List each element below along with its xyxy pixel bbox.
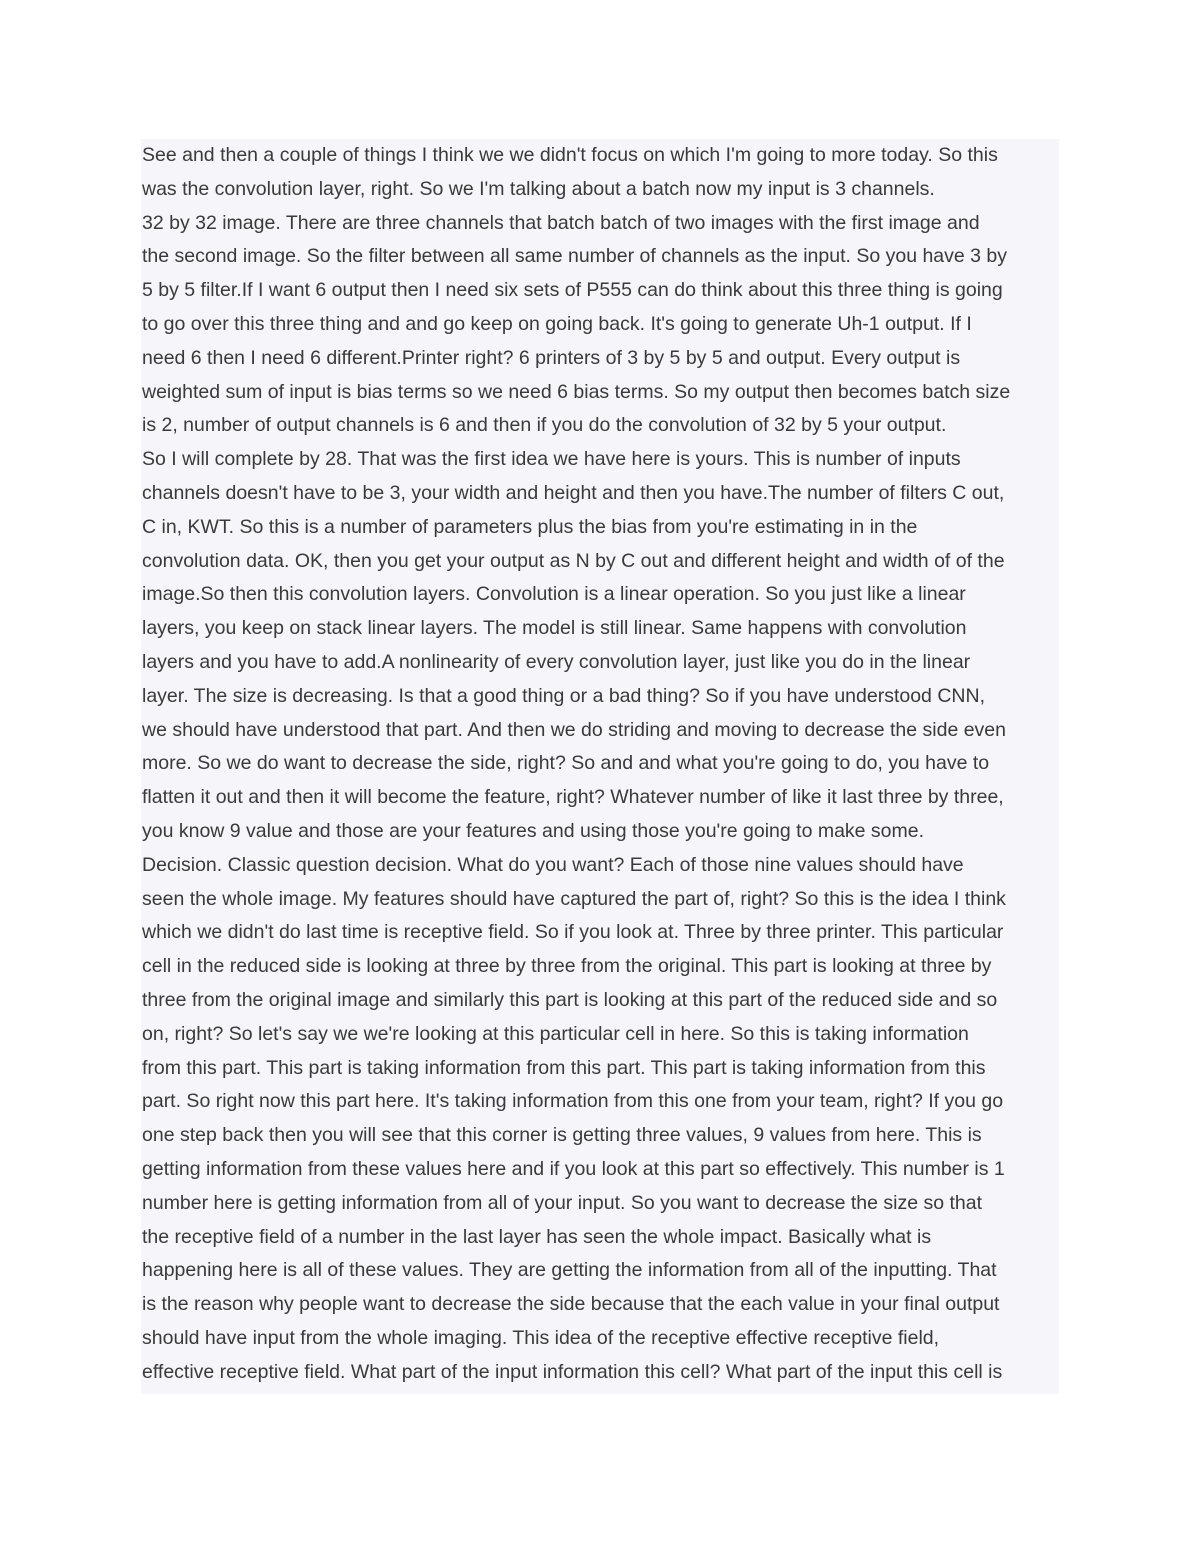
text-line: to go over this three thing and and go keep on going back. It's going to generate Uh-1 output. If I bbox=[142, 312, 972, 335]
text-line: need 6 then I need 6 different.Printer right? 6 printers of 3 by 5 by 5 and output. Every output is bbox=[142, 346, 961, 369]
transcript-text-block bbox=[141, 139, 1059, 1394]
text-line: flatten it out and then it will become the feature, right? Whatever number of like it last three by three, bbox=[142, 786, 1004, 809]
text-line: from this part. This part is taking information from this part. This part is taking information from this bbox=[142, 1056, 986, 1079]
text-line: you know 9 value and those are your features and using those you're going to make some. bbox=[142, 819, 925, 842]
text-line: more. So we do want to decrease the side, right? So and and what you're going to do, you have to bbox=[142, 752, 990, 775]
text-line: number here is getting information from all of your input. So you want to decrease the size so that bbox=[142, 1191, 983, 1214]
text-line: should have input from the whole imaging. This idea of the receptive effective receptive field, bbox=[142, 1326, 940, 1349]
text-line: convolution data. OK, then you get your output as N by C out and different height and width of of the bbox=[142, 549, 1005, 572]
text-line: one step back then you will see that this corner is getting three values, 9 values from here. This is bbox=[142, 1124, 982, 1147]
text-line: image.So then this convolution layers. Convolution is a linear operation. So you just like a linear bbox=[142, 583, 966, 606]
text-line: cell in the reduced side is looking at three by three from the original. This part is looking at three by bbox=[142, 955, 992, 978]
text-line: weighted sum of input is bias terms so we need 6 bias terms. So my output then becomes batch size bbox=[142, 380, 1011, 403]
text-line: was the convolution layer, right. So we I'm talking about a batch now my input is 3 channels. bbox=[142, 177, 935, 200]
text-line: on, right? So let's say we we're looking at this particular cell in here. So this is taking information bbox=[142, 1022, 969, 1045]
text-line: part. So right now this part here. It's taking information from this one from your team, right? If you go bbox=[142, 1090, 1004, 1113]
text-line: layers, you keep on stack linear layers. The model is still linear. Same happens with convolution bbox=[142, 617, 967, 640]
text-line: we should have understood that part. And then we do striding and moving to decrease the side even bbox=[142, 718, 1006, 741]
text-line: See and then a couple of things I think we we didn't focus on which I'm going to more today. So this bbox=[142, 144, 998, 166]
text-line: C in, KWT. So this is a number of parameters plus the bias from you're estimating in in the bbox=[142, 515, 918, 538]
text-line: the second image. So the filter between all same number of channels as the input. So you have 3 by bbox=[142, 245, 1008, 268]
transcript-lines bbox=[141, 139, 1010, 1389]
text-line: happening here is all of these values. They are getting the information from all of the inputting. That bbox=[142, 1259, 997, 1282]
text-line: layers and you have to add.A nonlinearity of every convolution layer, just like you do in the linear bbox=[142, 650, 971, 673]
text-line: is 2, number of output channels is 6 and then if you do the convolution of 32 by 5 your output. bbox=[142, 414, 947, 437]
text-line: the receptive field of a number in the last layer has seen the whole impact. Basically what is bbox=[142, 1225, 932, 1248]
text-line: getting information from these values here and if you look at this part so effectively. This number is 1 bbox=[142, 1157, 1005, 1180]
text-line: three from the original image and similarly this part is looking at this part of the reduced side and so bbox=[142, 988, 998, 1011]
text-line: So I will complete by 28. That was the first idea we have here is yours. This is number of inputs bbox=[142, 448, 961, 471]
text-line: channels doesn't have to be 3, your width and height and then you have.The number of filters C out, bbox=[142, 481, 1005, 504]
text-line: 32 by 32 image. There are three channels that batch batch of two images with the first image and bbox=[142, 211, 980, 234]
text-line: seen the whole image. My features should have captured the part of, right? So this is the idea I think bbox=[142, 887, 1006, 910]
text-line: is the reason why people want to decrease the side because that the each value in your final output bbox=[142, 1293, 1000, 1316]
text-line: Decision. Classic question decision. What do you want? Each of those nine values should have bbox=[142, 853, 964, 876]
text-line: which we didn't do last time is receptive field. So if you look at. Three by three printer. This particular bbox=[142, 921, 1004, 944]
text-line: layer. The size is decreasing. Is that a good thing or a bad thing? So if you have understood CNN, bbox=[142, 684, 985, 707]
text-line: effective receptive field. What part of the input information this cell? What part of the input this cell is bbox=[142, 1360, 1003, 1383]
text-line: 5 by 5 filter.If I want 6 output then I need six sets of P555 can do think about this three thing is going bbox=[142, 279, 1003, 302]
